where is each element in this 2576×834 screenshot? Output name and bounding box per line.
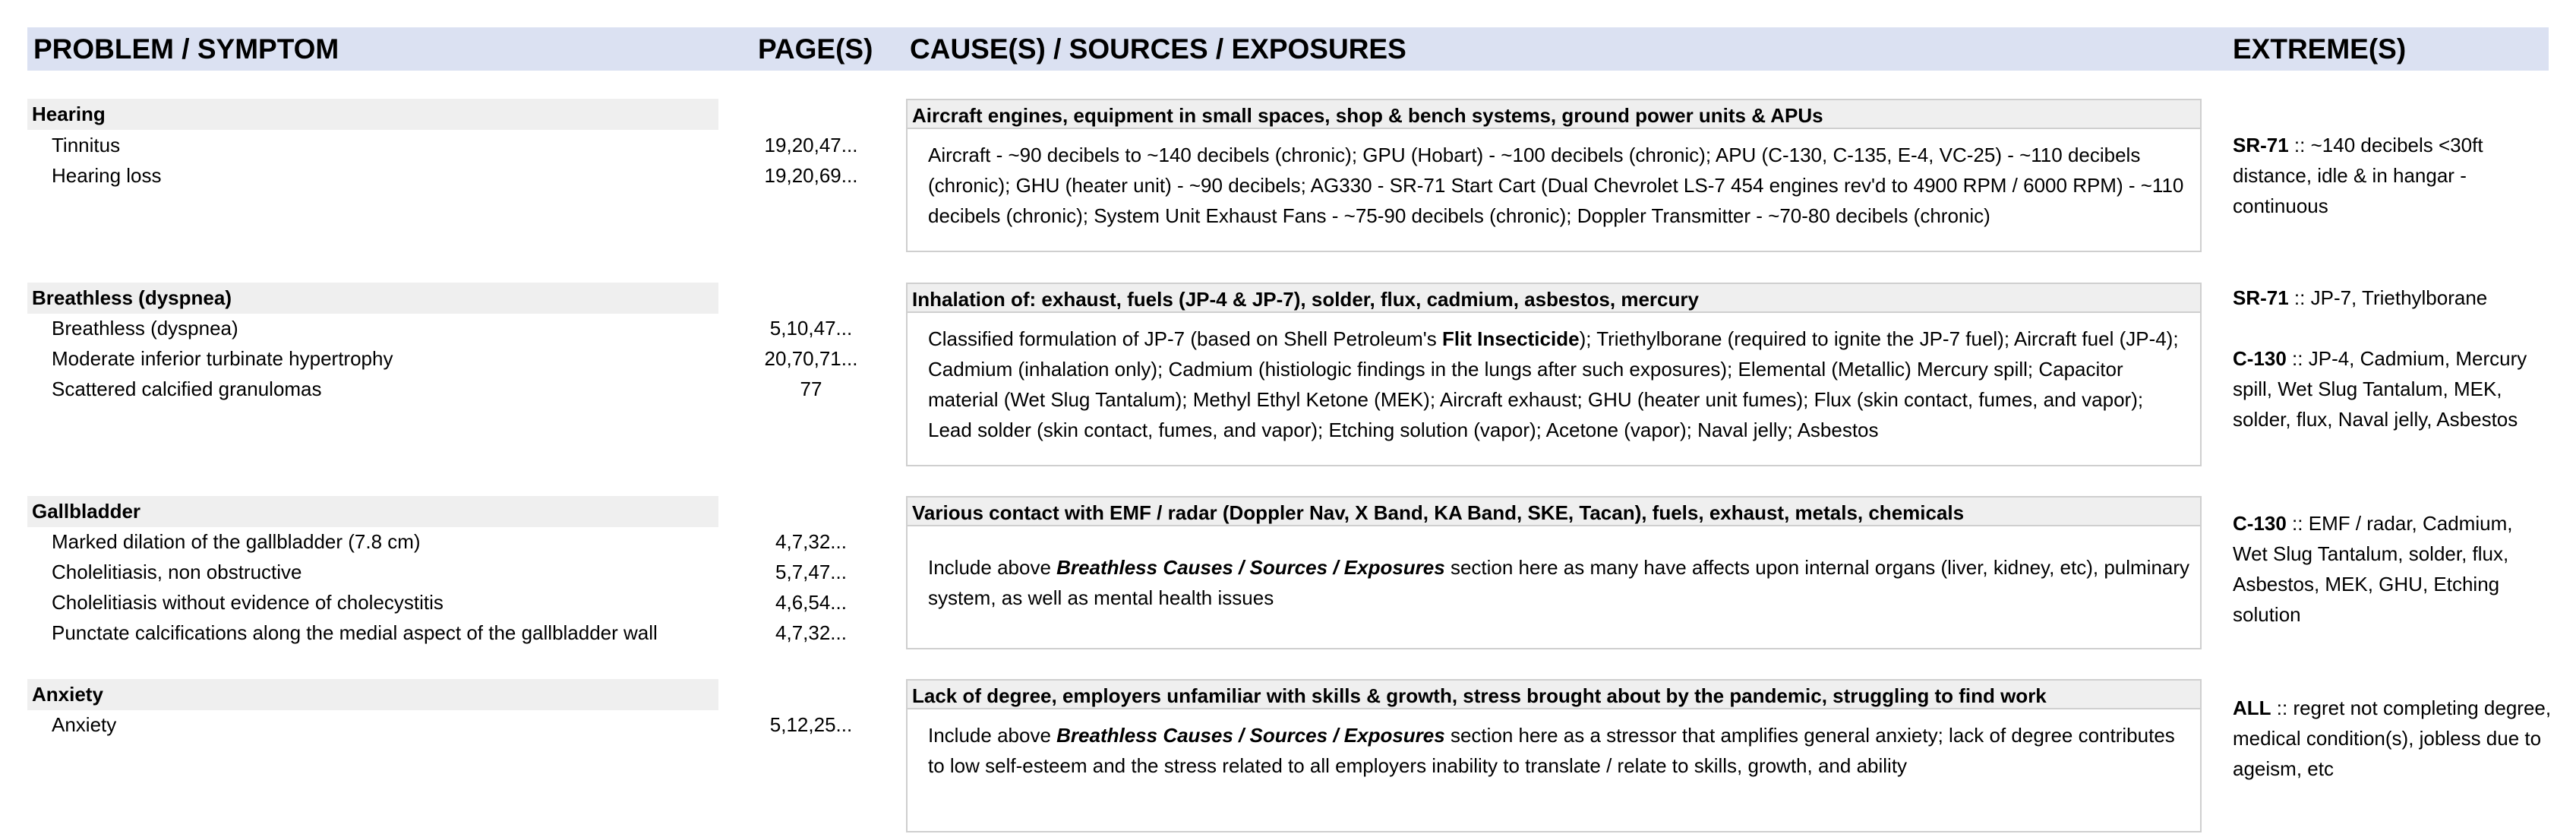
cause-body-emphasis: Flit Insecticide [1441,327,1580,350]
symptom-pages: 20,70,71... [764,347,858,370]
symptom-pages: 19,20,69... [764,164,858,187]
extreme-label: ALL [2233,697,2271,719]
cause-title: Inhalation of: exhaust, fuels (JP-4 & JP-7), solder, flux, cadmium, asbestos, mercury [906,283,2202,313]
cause-title: Various contact with EMF / radar (Doppler Nav, X Band, KA Band, SKE, Tacan), fuels, exhaust, metals, chemicals [906,496,2202,526]
symptom-item: Cholelitiasis without evidence of cholecystitis [52,591,444,614]
cause-body-text: Classified formulation of JP-7 (based on Shell Petroleum's [928,327,1442,350]
extreme-note [2233,508,2552,630]
category-label: Gallbladder [27,496,718,527]
extreme-note [2233,130,2552,221]
extreme-text: :: regret not completing degree, medical condition(s), jobless due to ageism, etc [2233,697,2552,780]
symptom-pages: 4,7,32... [775,530,847,553]
symptom-item: Cholelitiasis, non obstructive [52,561,302,583]
extreme-note [2233,693,2552,784]
header-extremes: EXTREME(S) [2233,33,2407,65]
symptom-item: Punctate calcifications along the medial aspect of the gallbladder wall [52,621,658,644]
header-problem-symptom: PROBLEM / SYMPTOM [33,33,339,65]
cause-body-emphasis: Breathless Causes / Sources / Exposures [1056,556,1445,579]
symptom-pages: 77 [800,378,822,400]
cause-body-text: section here as a stressor that amplifies general anxiety; lack of degree contributes to low self-esteem and the stress related to all employers inability to translate / relate to skills, growth, and ability [928,724,2175,777]
cause-body [906,709,2202,832]
extreme-note [2233,283,2552,313]
cause-body: Aircraft - ~90 decibels to ~140 decibels (chronic); GPU (Hobart) - ~100 decibels (chronic); APU (C-130, C-135, E-4, VC-25) - ~110 decibels (chronic); GHU (heater unit) - ~90 decibels; AG330 - SR-71 Start Cart (Dual Chevrolet LS-7 454 engines rev'd to 4900 RPM / 6000 RPM) - ~110 decibels (chronic); System Unit Exhaust Fans - ~75-90 decibels (chronic); Doppler Transmitter - ~70-80 decibels (chronic) [906,129,2202,252]
extreme-label: SR-71 [2233,134,2289,156]
symptom-item: Moderate inferior turbinate hypertrophy [52,347,393,370]
table-header [27,27,2549,71]
symptom-pages: 4,7,32... [775,621,847,644]
extreme-label: SR-71 [2233,286,2289,309]
cause-body-text: section here as many have affects upon internal organs (liver, kidney, etc), pulminary system, as well as mental health issues [928,556,2190,609]
extreme-text: :: ~140 decibels <30ft distance, idle & in hangar - continuous [2233,134,2483,217]
extreme-text: :: EMF / radar, Cadmium, Wet Slug Tantalum, solder, flux, Asbestos, MEK, GHU, Etching solution [2233,512,2513,626]
extreme-note [2233,343,2552,434]
category-label: Hearing [27,99,718,130]
cause-body [906,526,2202,649]
extreme-text: :: JP-4, Cadmium, Mercury spill, Wet Slug Tantalum, MEK, solder, flux, Naval jelly, Asbestos [2233,347,2527,431]
cause-title: Aircraft engines, equipment in small spaces, shop & bench systems, ground power units & APUs [906,99,2202,129]
extreme-label: C-130 [2233,347,2287,370]
cause-body-text: Include above [928,556,1057,579]
symptom-pages: 5,10,47... [769,317,853,340]
symptom-item: Breathless (dyspnea) [52,317,238,340]
symptom-pages: 4,6,54... [775,591,847,614]
header-causes: CAUSE(S) / SOURCES / EXPOSURES [910,33,1406,65]
cause-body-emphasis: Breathless Causes / Sources / Exposures [1056,724,1445,747]
symptom-item: Hearing loss [52,164,162,187]
symptom-item: Scattered calcified granulomas [52,378,322,400]
symptom-pages: 5,12,25... [769,713,853,736]
cause-title: Lack of degree, employers unfamiliar with skills & growth, stress brought about by the pandemic, struggling to find work [906,679,2202,709]
symptom-item: Tinnitus [52,134,121,156]
extreme-text: :: JP-7, Triethylborane [2288,286,2488,309]
symptom-item: Marked dilation of the gallbladder (7.8 cm) [52,530,421,553]
cause-body-text: Include above [928,724,1057,747]
category-label: Anxiety [27,679,718,710]
cause-body [906,313,2202,466]
symptom-pages: 5,7,47... [775,561,847,583]
cause-body-text: ); Triethylborane (required to ignite the JP-7 fuel); Aircraft fuel (JP-4); Cadmium (inhalation only); Cadmium (histiologic findings in the lungs after such exposures); Elemental (Metallic) Mercury spill; Capacitor material (Wet Slug Tantalum); Methyl Ethyl Ketone (MEK); Aircraft exhaust; GHU (heater unit fumes); Flux (skin contact, fumes, and vapor); Lead solder (skin contact, fumes, and vapor); Etching solution (vapor); Acetone (vapor); Naval jelly; Asbestos [928,327,2179,441]
symptom-item: Anxiety [52,713,117,736]
symptom-pages: 19,20,47... [764,134,858,156]
header-pages: PAGE(S) [758,33,873,65]
category-label: Breathless (dyspnea) [27,283,718,314]
extreme-label: C-130 [2233,512,2287,535]
